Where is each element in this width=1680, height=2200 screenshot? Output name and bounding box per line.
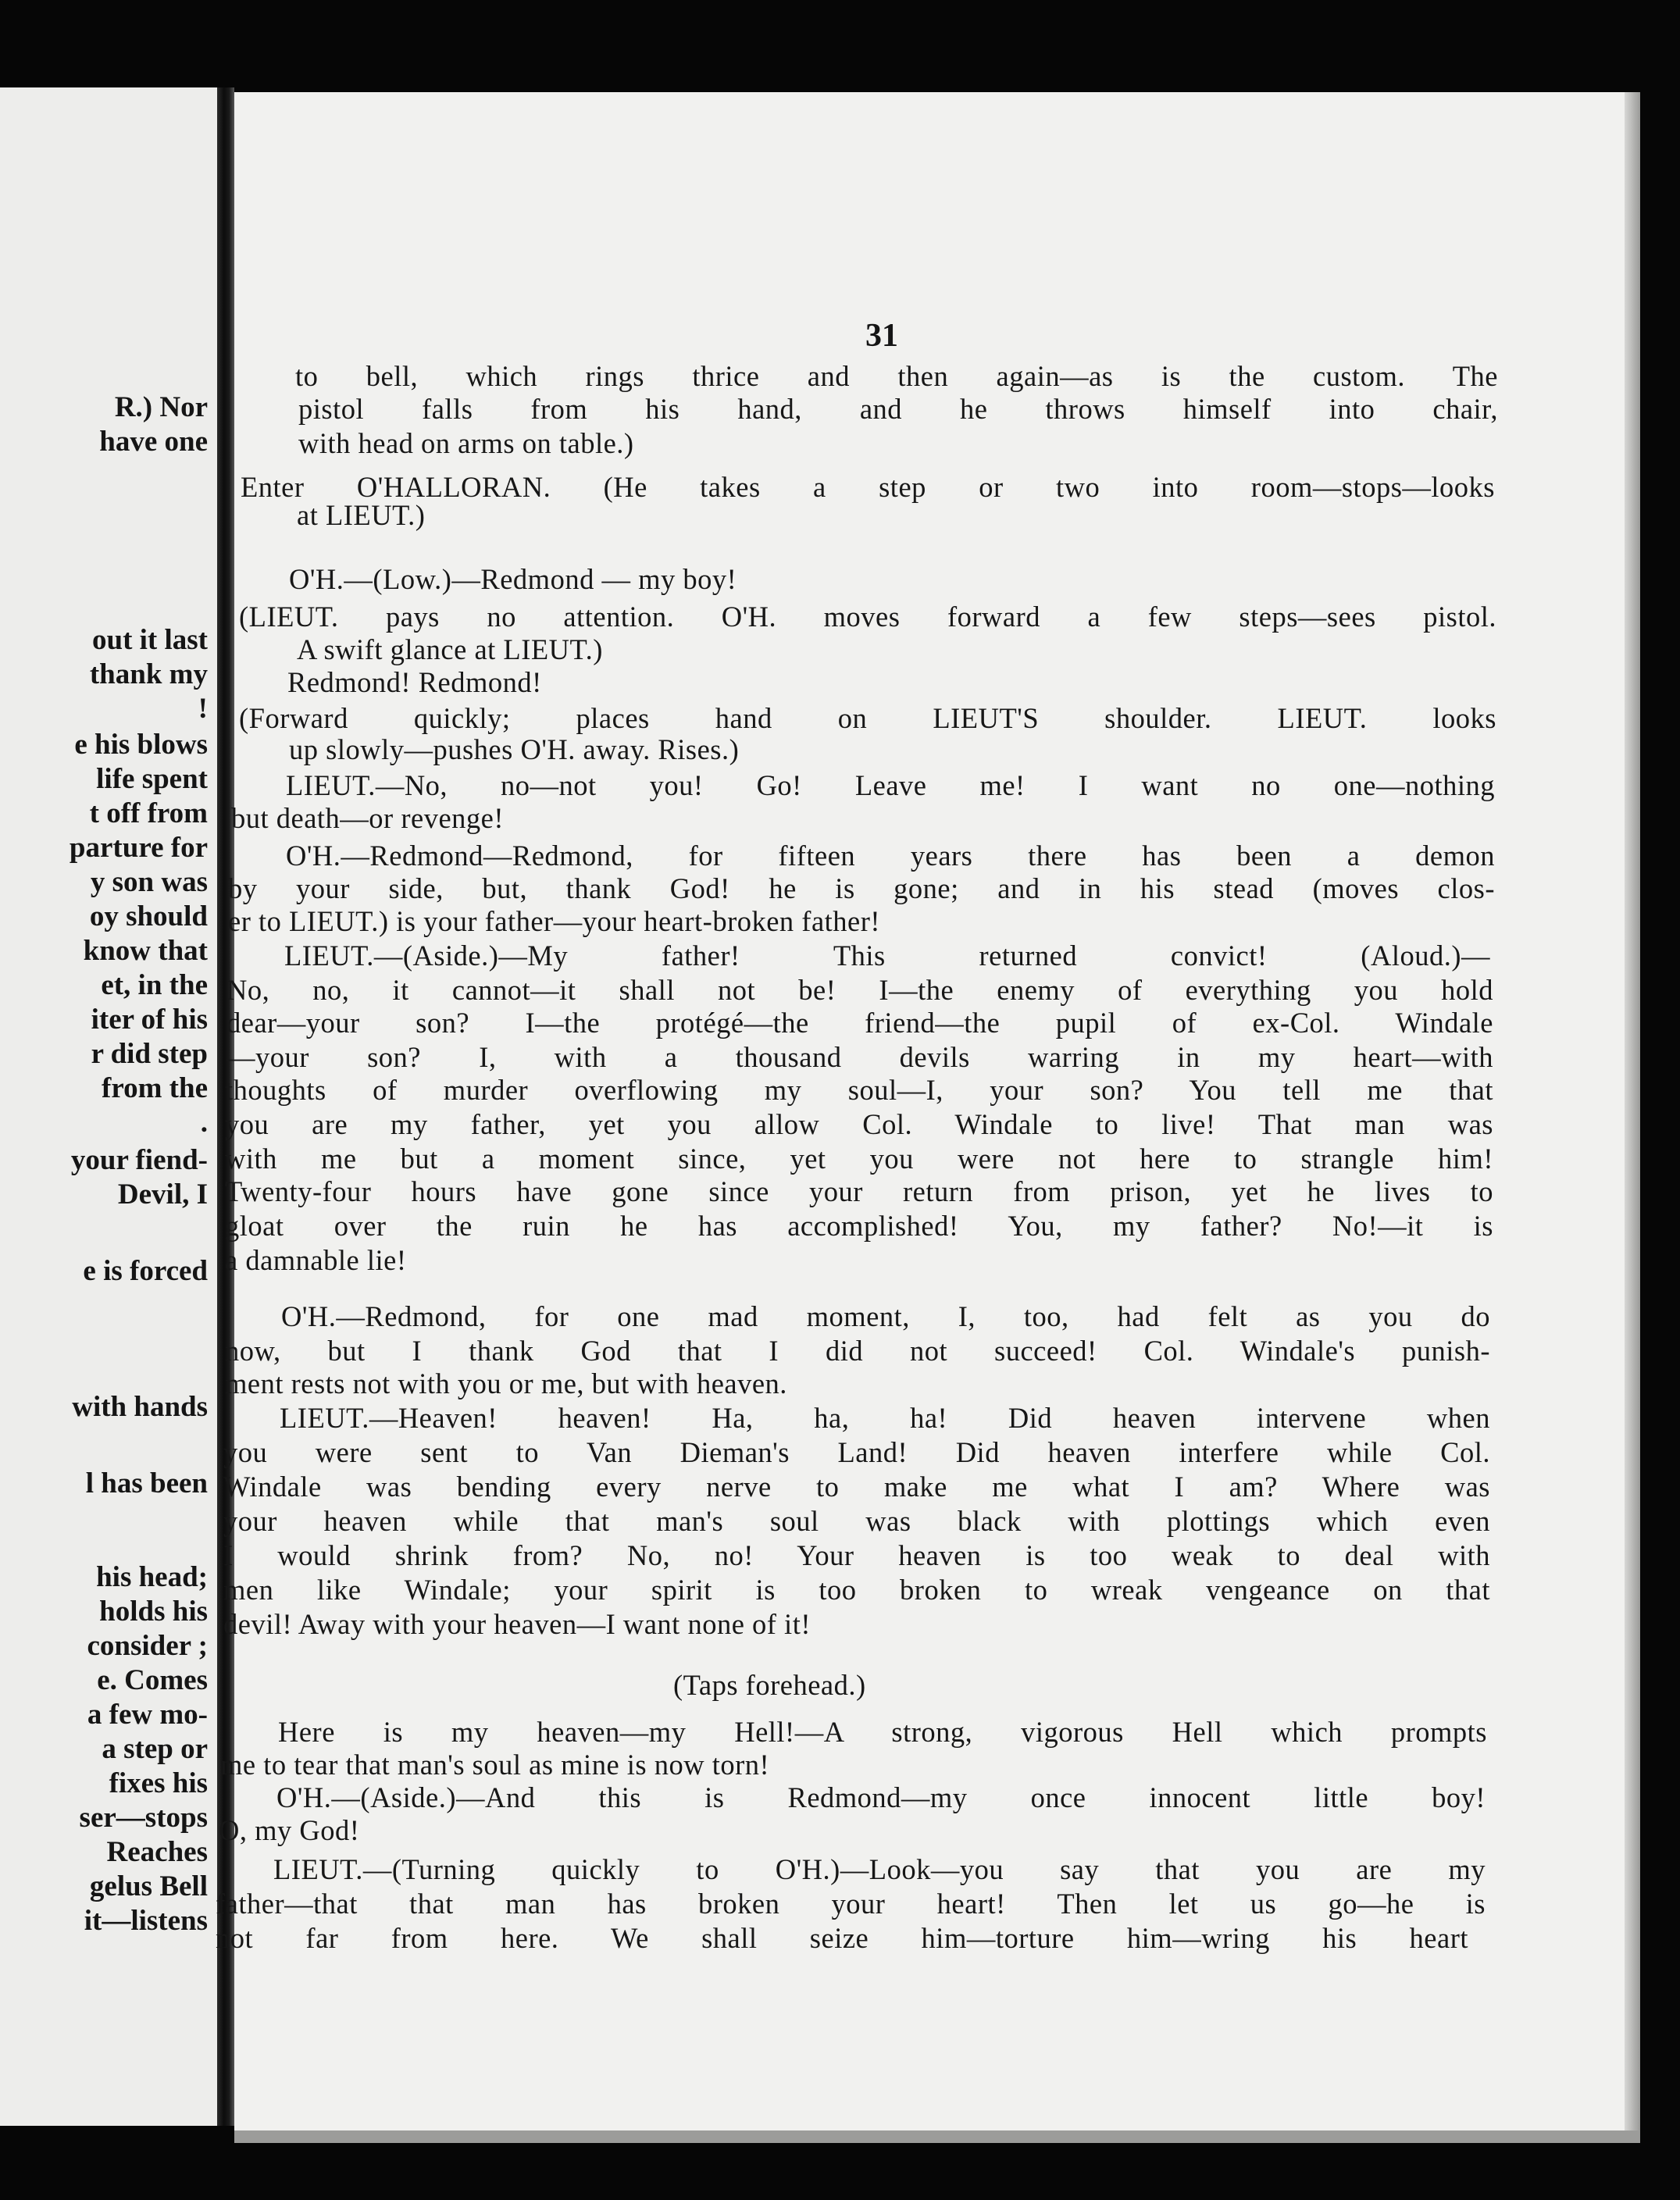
text-line: Twenty-four hours have gone since your return from prison, yet he lives to [225,1175,1493,1207]
previous-page-line: e is forced [83,1255,208,1287]
text-line: er to LIEUT.) is your father—your heart-broken father! [228,905,881,937]
previous-page-line: l has been [85,1467,208,1499]
text-line: now, but I thank God that I did not succeed! Col. Windale's punish- [225,1335,1490,1367]
previous-page-line: ! [198,693,208,725]
previous-page-line: e his blows [74,729,208,761]
previous-page-line: your fiend- [70,1144,208,1176]
text-line: Windale was bending every nerve to make me what I am? Where was [223,1471,1490,1503]
previous-page-line: oy should [89,900,208,932]
text-line: (Forward quickly; places hand on LIEUT'S shoulder. LIEUT. looks [239,702,1496,734]
text-line: LIEUT.—Heaven! heaven! Ha, ha, ha! Did heaven intervene when [280,1402,1490,1434]
previous-page-line: iter of his [91,1004,208,1036]
previous-page-line: t off from [89,797,208,829]
text-line: dear—your son? I—the protégé—the friend—the pupil of ex-Col. Windale [226,1007,1493,1039]
previous-page-line: out it last [92,624,208,656]
text-line: but death—or revenge! [231,802,504,834]
previous-page-line: Reaches [106,1836,208,1868]
text-line: you are my father, yet you allow Col. Windale to live! That man was [225,1108,1493,1140]
previous-page-line: it—listens [84,1905,208,1937]
previous-page-line: gelus Bell [89,1870,208,1902]
text-line: with head on arms on table.) [298,427,634,459]
text-line: O'H.—(Aside.)—And this is Redmond—my once innocent little boy! [276,1781,1486,1813]
text-line: —your son? I, with a thousand devils warring in my heart—with [226,1041,1493,1073]
previous-page-line: a few mo- [87,1699,208,1731]
text-line: A swift glance at LIEUT.) [297,633,603,665]
previous-page-line: y son was [90,866,208,898]
previous-page-line: consider ; [87,1630,208,1662]
text-line: LIEUT.—(Turning quickly to O'H.)—Look—you say that you are my [273,1853,1486,1885]
previous-page-line: fixes his [109,1767,208,1799]
previous-page-line: e. Comes [97,1664,208,1696]
text-line: to bell, which rings thrice and then again—as is the custom. The [295,360,1498,392]
text-line: Enter O'HALLORAN. (He takes a step or two into room—stops—looks [241,471,1495,503]
previous-page-line: his head; [96,1561,208,1593]
previous-page-line: with hands [72,1391,208,1423]
text-line: O, my God! [219,1814,360,1846]
text-line: Redmond! Redmond! [287,666,542,698]
text-line: gloat over the ruin he has accomplished! You, my father? No!—it is [225,1210,1493,1242]
text-line: thoughts of murder overflowing my soul—I, your son? You tell me that [225,1074,1493,1106]
text-line: me to tear that man's soul as mine is now torn! [220,1749,770,1781]
previous-page-line: parture for [69,832,208,864]
previous-page-line: r did step [91,1038,208,1070]
previous-page-line: ser—stops [79,1802,208,1834]
text-line: men like Windale; your spirit is too broken to wreak vengeance on that [223,1574,1490,1606]
text-line: devil! Away with your heaven—I want none of it! [223,1608,811,1640]
previous-page-line: from the [102,1072,208,1104]
previous-page-line: thank my [89,658,208,690]
text-line: (Taps forehead.) [673,1669,866,1701]
text-line: Here is my heaven—my Hell!—A strong, vigorous Hell which prompts [278,1716,1487,1748]
text-line: pistol falls from his hand, and he throws himself into chair, [298,393,1498,425]
text-line: LIEUT.—No, no—not you! Go! Leave me! I want no one—nothing [286,769,1495,801]
text-line: you were sent to Van Dieman's Land! Did heaven interfere while Col. [223,1436,1490,1468]
text-line: with me but a moment since, yet you were not here to strangle him! [225,1143,1493,1175]
text-line: a damnable lie! [225,1244,407,1276]
text-line: your heaven while that man's soul was black with plottings which even [223,1505,1490,1537]
text-line: up slowly—pushes O'H. away. Rises.) [289,733,740,765]
text-line: (LIEUT. pays no attention. O'H. moves forward a few steps—sees pistol. [239,601,1496,633]
text-line: at LIEUT.) [297,499,426,531]
previous-page-line: life spent [96,763,208,795]
page-number: 31 [865,318,898,354]
text-line: No, no, it cannot—it shall not be! I—the enemy of everything you hold [226,974,1493,1006]
previous-page-line: . [200,1107,208,1139]
previous-page-line: know that [83,935,208,967]
text-line: O'H.—Redmond—Redmond, for fifteen years there has been a demon [286,840,1495,872]
text-line: LIEUT.—(Aside.)—My father! This returned convict! (Aloud.)— [284,940,1490,972]
previous-page-line: Devil, I [117,1178,208,1211]
text-line: not far from here. We shall seize him—torture him—wring his heart [216,1922,1468,1954]
text-line: I would shrink from? No, no! Your heaven is too weak to deal with [223,1539,1490,1571]
previous-page-line: a step or [102,1733,208,1765]
text-line: O'H.—(Low.)—Redmond — my boy! [289,563,737,595]
previous-page-line: et, in the [101,969,208,1001]
previous-page-line: R.) Nor [114,391,208,423]
previous-page-line: have one [99,426,208,458]
text-line: by your side, but, thank God! he is gone; and in his stead (moves clos- [228,872,1495,904]
previous-page-line: holds his [99,1596,208,1628]
text-line: ment rests not with you or me, but with heaven. [225,1367,787,1400]
text-line: father—that that man has broken your heart! Then let us go—he is [216,1888,1486,1920]
text-line: O'H.—Redmond, for one mad moment, I, too, had felt as you do [281,1300,1490,1332]
